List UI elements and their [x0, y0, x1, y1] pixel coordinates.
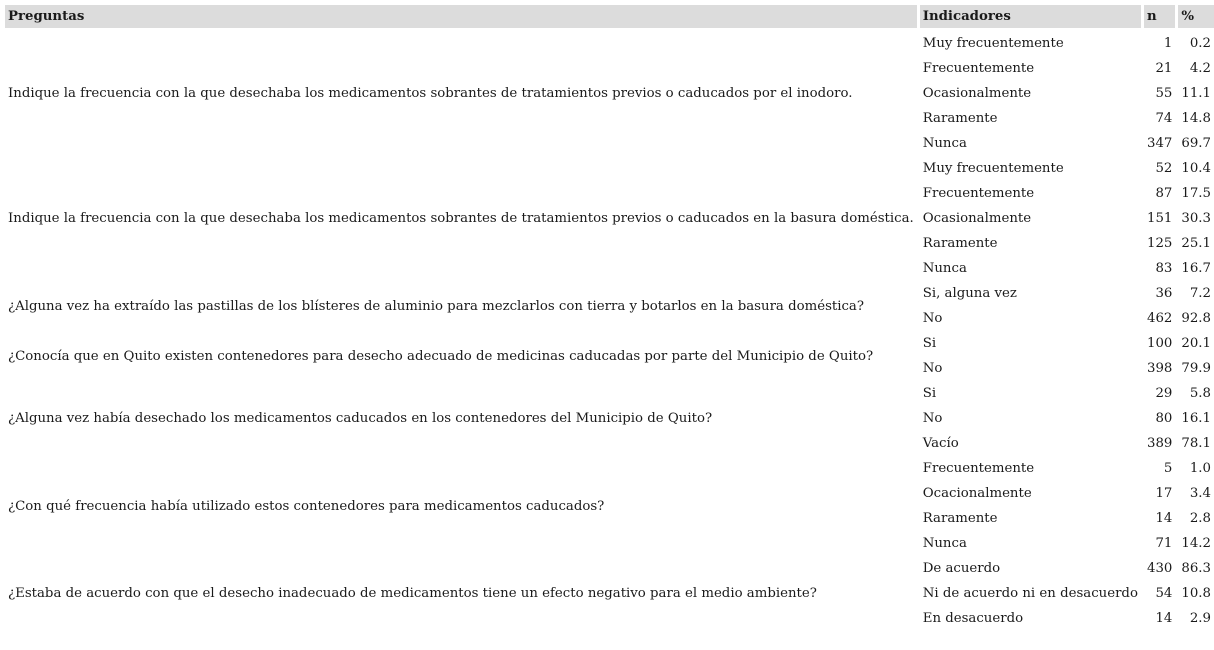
count-cell: 80: [1144, 406, 1178, 431]
count-cell: 14: [1144, 606, 1178, 631]
indicator-cell: Muy frecuentemente: [920, 156, 1144, 181]
percent-cell: 16.7: [1181, 261, 1211, 276]
count-cell: 1: [1144, 31, 1178, 56]
table-row: [5, 156, 1214, 181]
header-preguntas: Preguntas: [5, 5, 920, 28]
count-cell: 55: [1144, 81, 1178, 106]
count-cell: 151: [1144, 206, 1178, 231]
count-cell: 29: [1144, 381, 1178, 406]
indicator-cell: En desacuerdo: [920, 606, 1144, 631]
indicator-cell: Ni de acuerdo ni en desacuerdo: [920, 581, 1144, 606]
indicator-cell: Raramente: [920, 106, 1144, 131]
table-row: [5, 331, 1214, 356]
percent-cell: 2.9: [1189, 611, 1211, 626]
percent-cell: 2.8: [1189, 511, 1211, 526]
table-row: [5, 381, 1214, 406]
count-cell: 125: [1144, 231, 1178, 256]
count-cell: 430: [1144, 556, 1178, 581]
percent-cell: 11.1: [1181, 86, 1211, 101]
question-cell: ¿Conocía que en Quito existen contenedores para desecho adecuado de medicinas caducadas por parte del Municipio de Quito?: [5, 331, 920, 381]
question-cell: ¿Alguna vez había desechado los medicamentos caducados en los contenedores del Municipio de Quito?: [5, 381, 920, 456]
indicator-cell: Vacío: [920, 431, 1144, 456]
percent-cell: 5.8: [1189, 386, 1211, 401]
count-cell: 87: [1144, 181, 1178, 206]
count-cell: 462: [1144, 306, 1178, 331]
header-indicadores: Indicadores: [920, 5, 1144, 28]
indicator-cell: Nunca: [920, 531, 1144, 556]
question-cell: ¿Estaba de acuerdo con que el desecho inadecuado de medicamentos tiene un efecto negativo para el medio ambiente?: [5, 556, 920, 631]
count-cell: 71: [1144, 531, 1178, 556]
table-row: [5, 31, 1214, 56]
percent-cell: 7.2: [1189, 286, 1211, 301]
percent-cell: 16.1: [1181, 411, 1211, 426]
percent-cell: 25.1: [1181, 236, 1211, 251]
indicator-cell: Muy frecuentemente: [920, 31, 1144, 56]
header-n: n: [1144, 5, 1178, 28]
count-cell: 14: [1144, 506, 1178, 531]
count-cell: 17: [1144, 481, 1178, 506]
percent-cell: 14.8: [1181, 111, 1211, 126]
indicator-cell: Si, alguna vez: [920, 281, 1144, 306]
question-cell: Indique la frecuencia con la que desechaba los medicamentos sobrantes de tratamientos previos o caducados en la basura doméstica.: [5, 156, 920, 281]
percent-cell: 92.8: [1181, 311, 1211, 326]
indicator-cell: Si: [920, 331, 1144, 356]
indicator-cell: Nunca: [920, 256, 1144, 281]
percent-cell: 3.4: [1189, 486, 1211, 501]
count-cell: 347: [1144, 131, 1178, 156]
percent-cell: 30.3: [1181, 211, 1211, 226]
header-percent: %: [1178, 5, 1214, 28]
indicator-cell: No: [920, 406, 1144, 431]
question-cell: Indique la frecuencia con la que desechaba los medicamentos sobrantes de tratamientos previos o caducados por el inodoro.: [5, 31, 920, 156]
percent-cell: 69.7: [1181, 136, 1211, 151]
percent-cell: 17.5: [1181, 186, 1211, 201]
indicator-cell: Frecuentemente: [920, 456, 1144, 481]
count-cell: 398: [1144, 356, 1178, 381]
indicator-cell: Frecuentemente: [920, 56, 1144, 81]
count-cell: 100: [1144, 331, 1178, 356]
count-cell: 36: [1144, 281, 1178, 306]
percent-cell: 0.2: [1189, 36, 1211, 51]
percent-cell: 1.0: [1189, 461, 1211, 476]
count-cell: 5: [1144, 456, 1178, 481]
count-cell: 83: [1144, 256, 1178, 281]
question-cell: ¿Alguna vez ha extraído las pastillas de los blísteres de aluminio para mezclarlos con tierra y botarlos en la basura doméstica?: [5, 281, 920, 331]
percent-cell: 10.8: [1181, 586, 1211, 601]
percent-cell: 78.1: [1181, 436, 1211, 451]
percent-cell: 10.4: [1181, 161, 1211, 176]
indicator-cell: No: [920, 306, 1144, 331]
indicator-cell: Nunca: [920, 131, 1144, 156]
table-header-row: [5, 5, 1214, 28]
indicator-cell: Raramente: [920, 506, 1144, 531]
count-cell: 21: [1144, 56, 1178, 81]
count-cell: 389: [1144, 431, 1178, 456]
percent-cell: 4.2: [1189, 61, 1211, 76]
count-cell: 54: [1144, 581, 1178, 606]
indicator-cell: De acuerdo: [920, 556, 1144, 581]
percent-cell: 79.9: [1181, 361, 1211, 376]
indicator-cell: Ocasionalmente: [920, 206, 1144, 231]
percent-cell: 20.1: [1181, 336, 1211, 351]
table-row: [5, 456, 1214, 481]
indicator-cell: Ocacionalmente: [920, 481, 1144, 506]
indicator-cell: Raramente: [920, 231, 1144, 256]
indicator-cell: Frecuentemente: [920, 181, 1144, 206]
indicator-cell: Si: [920, 381, 1144, 406]
table-row: [5, 556, 1214, 581]
count-cell: 74: [1144, 106, 1178, 131]
question-cell: ¿Con qué frecuencia había utilizado estos contenedores para medicamentos caducados?: [5, 456, 920, 556]
percent-cell: 86.3: [1181, 561, 1211, 576]
table-row: [5, 281, 1214, 306]
survey-table-container: [5, 5, 1214, 631]
indicator-cell: Ocasionalmente: [920, 81, 1144, 106]
indicator-cell: No: [920, 356, 1144, 381]
table-body: [5, 31, 1214, 631]
survey-results-table: [5, 5, 1214, 631]
count-cell: 52: [1144, 156, 1178, 181]
percent-cell: 14.2: [1181, 536, 1211, 551]
